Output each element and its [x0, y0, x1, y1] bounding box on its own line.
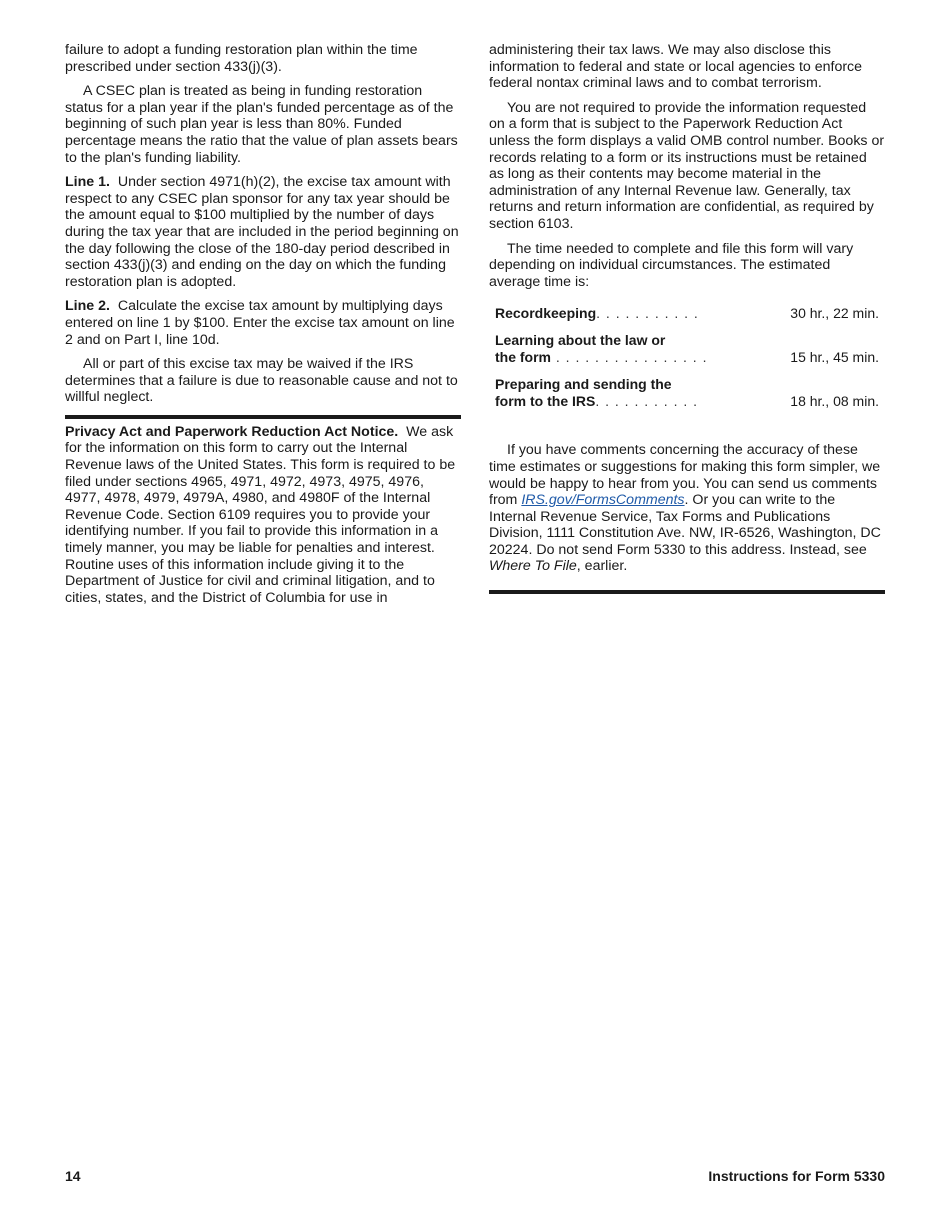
leader-dots: . . . . . . . . . . .: [596, 305, 699, 322]
time-value: 18 hr., 08 min.: [790, 393, 879, 410]
paragraph-disclosure: administering their tax laws. We may also disclose this information to federal and state or local agencies to enforce federal nontax criminal laws and to combat terrorism.: [489, 42, 863, 92]
time-label-text: the form: [495, 349, 551, 366]
time-label-text: Recordkeeping: [495, 305, 597, 322]
time-value: 15 hr., 45 min.: [790, 349, 879, 366]
line-2-text: Calculate the excise tax amount by multiplying days entered on line 1 by $100. Enter the excise tax amount on line 2 and on Part I, line 10d.: [65, 298, 455, 348]
paragraph-waiver: All or part of this excise tax may be waived if the IRS determines that a failure is due to reasonable cause and not to willful neglect.: [65, 356, 458, 406]
line-1-text: Under section 4971(h)(2), the excise tax amount with respect to any CSEC plan sponsor for any tax year should be the amount equal to $100 multiplied by the number of days during the tax year that are included in the period beginning on the day following the close of the 180-day period described in section 433(j)(3) and ending on the day on which the funding restoration plan is adopted.: [65, 174, 459, 290]
table-row: [495, 305, 879, 332]
comments-text: . Or you can write to the Internal Revenue Service, Tax Forms and Publications Division, 1111 Constitution Ave. NW, IR-6526, Washington, DC 20224. Do not send Form 5330 to this address. Instead, see: [489, 492, 881, 558]
paragraph-funding-restoration-status: A CSEC plan is treated as being in funding restoration status for a plan year if the plan's funded percentage as of the beginning of such plan year is less than 80%. Funded percentage means the ratio that the value of plan assets bears to the plan's funding liability.: [65, 83, 458, 166]
form-name: Instructions for Form 5330: [708, 1168, 885, 1184]
paragraph-time-estimate: The time needed to complete and file this form will vary depending on individual circumstances. The estimated average time is:: [489, 240, 854, 290]
table-row: [495, 332, 879, 376]
paragraph-funding-plan-failure: failure to adopt a funding restoration plan within the time prescribed under section 433(j)(3).: [65, 42, 418, 75]
paragraph-line-1: [65, 174, 461, 290]
section-divider: [65, 415, 461, 419]
right-column: [489, 42, 885, 594]
time-value: 30 hr., 22 min.: [790, 305, 879, 322]
spacer: [489, 420, 885, 442]
paragraph-line-2: [65, 298, 461, 348]
leader-dots: . . . . . . . . . . .: [595, 393, 699, 410]
time-label: [495, 305, 766, 332]
comments-text: If you have comments concerning the accuracy of these time estimates or suggestions for making this form simpler, we would be happy to hear from you. You can send us comments from: [489, 442, 881, 509]
line-2-heading: Line 2.: [65, 298, 110, 315]
page-number: 14: [65, 1168, 81, 1184]
time-label-text: Learning about the law or: [495, 332, 666, 349]
privacy-text: We ask for the information on this form to carry out the Internal Revenue laws of the United States. This form is required to be filed under sections 4965, 4971, 4972, 4973, 4975, 4976, 4977, 4978, 4979, 4979A, 4980, and 4980F of the Internal Revenue Code. Section 6109 requires you to provide your identifying number. If you fail to provide this information in a timely manner, you may be liable for penalties and interest. Routine uses of this information include giving it to the Department of Justice for civil and criminal litigation, and to cities, states, and the District of Columbia for use in: [65, 423, 456, 606]
table-row: [495, 376, 879, 420]
time-label-text: Preparing and sending the: [495, 376, 672, 393]
time-label: [495, 332, 766, 376]
where-to-file-reference: Where To File: [489, 558, 577, 575]
comments-text: , earlier.: [576, 558, 628, 575]
left-column: [65, 42, 461, 614]
paragraph-comments: [489, 442, 885, 575]
paragraph-omb-control: You are not required to provide the information requested on a form that is subject to the Paperwork Reduction Act unless the form displays a valid OMB control number. Books or records relating to a form or its instructions must be retained as long as their contents may become material in the administration of any Internal Revenue law. Generally, tax returns and return information are confidential, as required by section 6103.: [489, 99, 885, 232]
paragraph-privacy-notice: [65, 424, 461, 607]
line-1-heading: Line 1.: [65, 174, 110, 191]
time-label-text: form to the IRS: [495, 393, 596, 410]
time-label: [495, 376, 766, 420]
forms-comments-link[interactable]: IRS.gov/FormsComments: [521, 492, 685, 509]
end-divider: [489, 590, 885, 594]
leader-dots: . . . . . . . . . . . . . . . .: [551, 349, 708, 366]
privacy-heading: Privacy Act and Paperwork Reduction Act Notice.: [65, 423, 399, 440]
time-estimates-table: [495, 305, 879, 420]
